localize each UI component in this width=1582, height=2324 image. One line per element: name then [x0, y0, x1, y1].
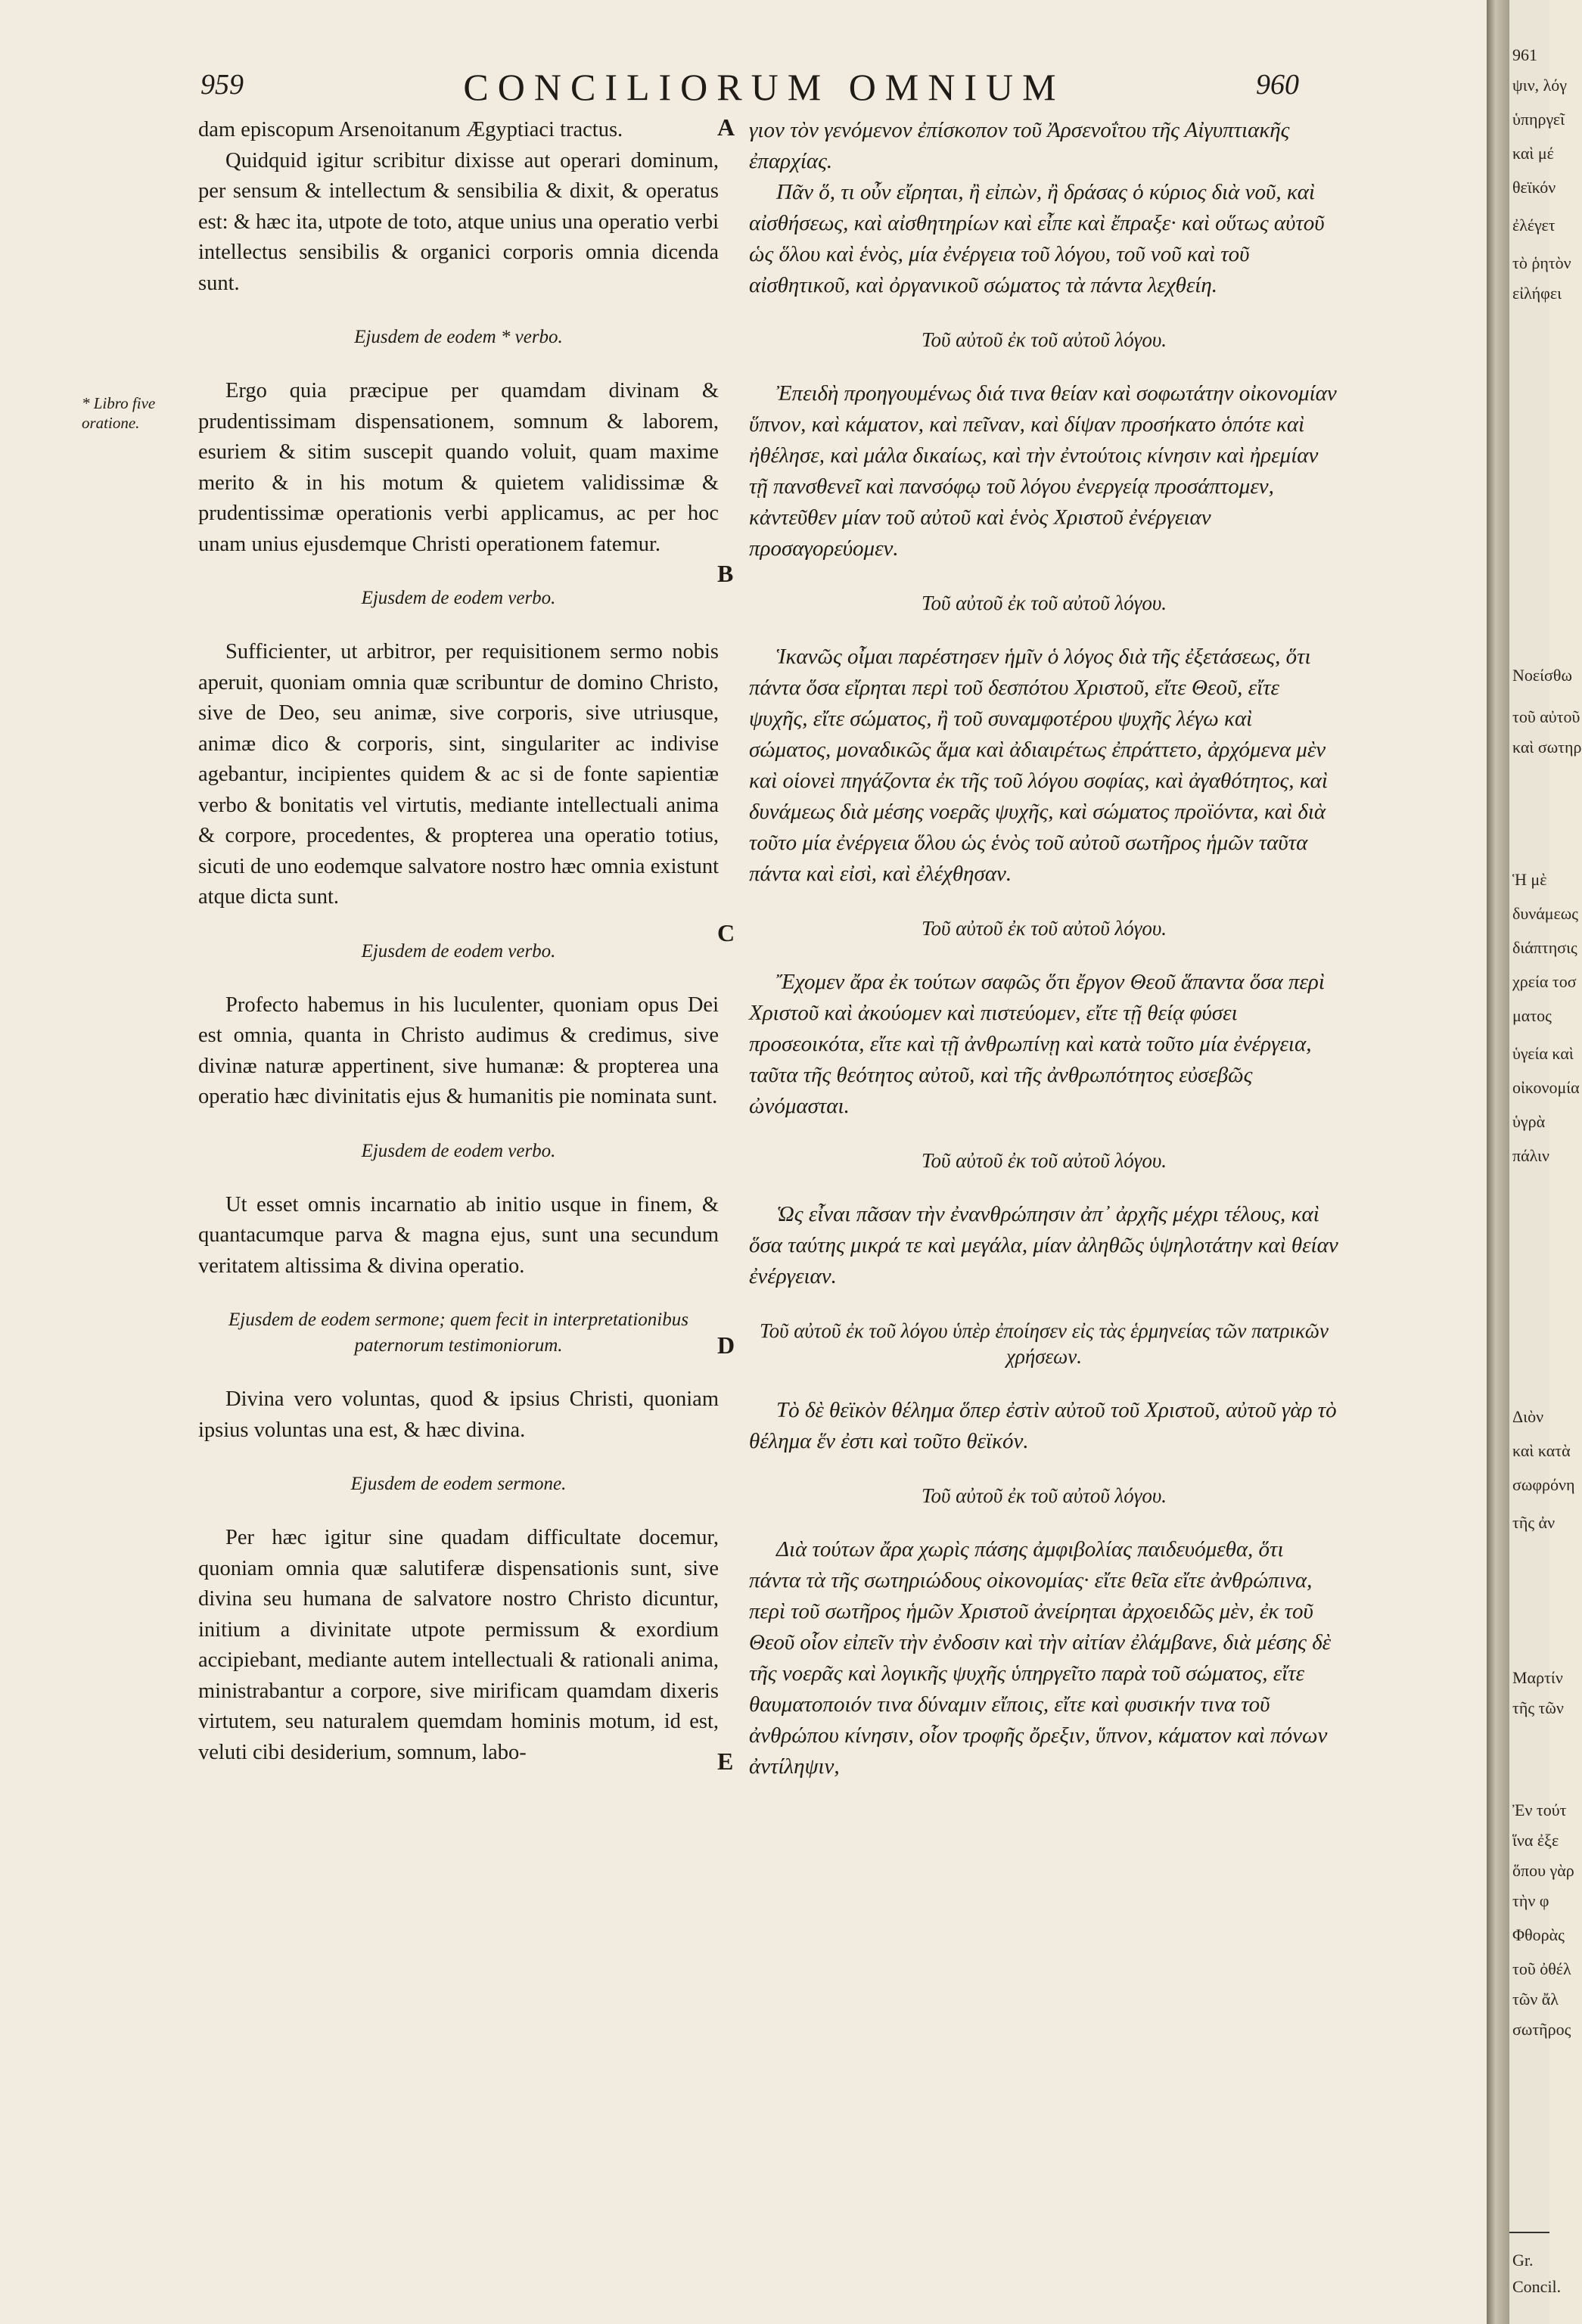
facing-page-fragment: οἰκονομία: [1512, 1078, 1580, 1097]
paragraph: Πᾶν ὅ, τι οὖν εἴρηται, ἢ εἰπὼν, ἢ δράσας ὁ κύριος διὰ νοῦ, καὶ αἰσθήσεως, καὶ αἰσθητηρίων καὶ εἶπε καὶ ἔπραξε· καὶ οὕτως αὐτοῦ ὡς ὅλου καὶ ἑνὸς, μία ἐνέργεια τοῦ λόγου, τοῦ νοῦ καὶ τοῦ αἰσθητικοῦ, καὶ ὀργανικοῦ σώματος τὰ πάντα λεχθείη.: [749, 180, 1325, 297]
facing-page-fragment: Concil.: [1512, 2277, 1562, 2296]
facing-page-fragment: δυνάμεως: [1512, 904, 1578, 923]
facing-page-fragment: Διὸν: [1512, 1407, 1544, 1426]
paragraph: Profecto habemus in his luculenter, quoniam opus Dei est omnia, quanta in Christo audimus & credimus, sive divinæ naturæ appertinent, sive humanæ: & propterea una operatio hæc divinitatis ejus & humanitis pie nominata sunt.: [198, 993, 719, 1108]
latin-column: [198, 115, 719, 1768]
section-heading: Τοῦ αὐτοῦ ἐκ τοῦ αὐτοῦ λόγου.: [921, 1484, 1167, 1507]
facing-page-fragment: σωτῆρος: [1512, 2020, 1571, 2039]
section-heading: Ejusdem de eodem verbo.: [361, 588, 556, 608]
section-heading: Ejusdem de eodem sermone; quem fecit in interpretationibus paternorum testimoniorum.: [228, 1310, 688, 1356]
greek-column: [749, 115, 1339, 1782]
paragraph: Divina vero voluntas, quod & ipsius Christi, quoniam ipsius voluntas una est, & hæc divina.: [198, 1387, 719, 1442]
facing-page-fragment: ἐλέγετ: [1512, 216, 1556, 235]
facing-page-fragment: τῶν ἄλ: [1512, 1990, 1559, 2009]
section-heading: Τοῦ αὐτοῦ ἐκ τοῦ αὐτοῦ λόγου.: [921, 592, 1167, 614]
section-heading: Ejusdem de eodem sermone.: [350, 1474, 567, 1494]
section-marker-d: D: [717, 1331, 735, 1359]
page-number-right: 960: [1256, 69, 1299, 101]
section-marker-c: C: [717, 919, 735, 946]
facing-page-fragment: ψιν, λόγ: [1512, 76, 1568, 95]
paragraph: dam episcopum Arsenoitanum Ægyptiaci tractus.: [198, 118, 623, 141]
section-heading: Τοῦ αὐτοῦ ἐκ τοῦ αὐτοῦ λόγου.: [921, 917, 1167, 940]
facing-page-fragment: τὸ ῥητὸν: [1512, 253, 1571, 272]
facing-page-fragment: τῆς ἀν: [1512, 1513, 1556, 1532]
facing-page-fragment: πάλιν: [1512, 1146, 1549, 1165]
facing-page-fragment: καὶ σωτηρ: [1512, 738, 1582, 757]
book-gutter: [1487, 0, 1509, 2324]
margin-note: * Libro five oratione.: [82, 394, 156, 432]
section-heading: Τοῦ αὐτοῦ ἐκ τοῦ λόγου ὑπὲρ ἐποίησεν εἰς τὰς ἑρμηνείας τῶν πατρικῶν χρήσεων.: [760, 1319, 1329, 1368]
paragraph: Ὡς εἶναι πᾶσαν τὴν ἐνανθρώπησιν ἀπ᾽ ἀρχῆς μέχρι τέλους, καὶ ὅσα ταύτης μικρά τε καὶ μεγάλα, μίαν ἀληθῶς ὑψηλοτάτην καὶ θείαν ἐνέργειαν.: [749, 1202, 1338, 1288]
section-marker-b: B: [717, 560, 734, 587]
paragraph: Quidquid igitur scribitur dixisse aut operari dominum, per sensum & intellectum & sensibilia & dixit, & operatus est: & hæc ita, utpote de toto, atque unius una operatio verbi intellectus sensibilis & organici corporis omnia dicenda sunt.: [198, 148, 719, 295]
paragraph: Per hæc igitur sine quadam difficultate docemur, quoniam omnia quæ salutiferæ dispensationis sunt, sive divina seu humana de salvatore nostro Christo dicuntur, initium a divinitate utpote permissum & exordium accipiebant, mediante autem intellectuali & rationali anima, ministrabantur a corpore, sive mirificam quamdam dixeris virtutem, seu naturalem quemdam hominis motum, id est, veluti cibi desiderium, somnum, labo-: [198, 1526, 719, 1764]
paragraph: Τὸ δὲ θεϊκὸν θέλημα ὅπερ ἐστὶν αὐτοῦ τοῦ Χριστοῦ, αὐτοῦ γὰρ τὸ θέλημα ἕν ἐστι καὶ τοῦτο θεϊκόν.: [749, 1398, 1337, 1453]
section-heading: Ejusdem de eodem verbo.: [361, 1140, 556, 1161]
paragraph: Ἱκανῶς οἶμαι παρέστησεν ἡμῖν ὁ λόγος διὰ τῆς ἐξετάσεως, ὅτι πάντα ὅσα εἴρηται περὶ τοῦ δεσπότου Χριστοῦ, εἴτε Θεοῦ, εἴτε ψυχῆς, εἴτε σώματος, ἢ τοῦ συναμφοτέρου ψυχῆς λέγω καὶ σώματος, μοναδικῶς ἅμα καὶ ἀδιαιρέτως ἐπράττετο, ἀρχόμενα μὲν καὶ οἱονεὶ πηγάζοντα ἐκ τῆς τοῦ λόγου σοφίας, καὶ ἀγαθότητος, καὶ δυνάμεως διὰ μέσης νοερᾶς ψυχῆς, καὶ σώματος προϊόντα, καὶ διὰ τοῦτο μία ἐνέργεια ὅλου ὡς ἑνὸς τοῦ αὐτοῦ σωτῆρος ἡμῶν ταῦτα πάντα καὶ εἰσὶ, καὶ ἐλέχθησαν.: [749, 645, 1328, 886]
section-marker-e: E: [717, 1748, 734, 1775]
facing-page-fragment: σωφρόνη: [1512, 1475, 1575, 1494]
facing-page-fragment: Νοείσθω: [1512, 666, 1572, 685]
facing-page-fragment: θεϊκόν: [1512, 178, 1556, 197]
facing-page-fragment: Ἡ μὲ: [1512, 870, 1547, 889]
section-marker-a: A: [717, 113, 735, 141]
facing-page-fragment: ἵνα ἐξε: [1512, 1831, 1559, 1850]
paragraph: Ἐπειδὴ προηγουμένως διά τινα θείαν καὶ σοφωτάτην οἰκονομίαν ὕπνον, καὶ κάματον, καὶ πεῖναν, καὶ δίψαν προσήκατο ὁπότε καὶ ἠθέλησε, καὶ μάλα δικαίως, καὶ τὴν ἐντούτοις κίνησιν καὶ ἠρεμίαν τῇ πανσθενεῖ καὶ πανσόφῳ τοῦ λόγου ἐνεργείᾳ προσάπτομεν, κἀντεῦθεν μίαν τοῦ αὐτοῦ καὶ ἑνὸς Χριστοῦ ἐνέργειαν προσαγορεύομεν.: [749, 381, 1337, 561]
facing-page-fragment: Gr.: [1512, 2251, 1534, 2270]
section-heading: Τοῦ αὐτοῦ ἐκ τοῦ αὐτοῦ λόγου.: [921, 328, 1167, 351]
paragraph: Ἔχομεν ἄρα ἐκ τούτων σαφῶς ὅτι ἔργον Θεοῦ ἅπαντα ὅσα περὶ Χριστοῦ καὶ ἀκούομεν καὶ πιστεύομεν, εἴτε τῇ θείᾳ φύσει προσεοικότα, εἴτε καὶ τῇ ἀνθρωπίνῃ καὶ κατὰ τοῦτο μία ἐνέργεια, ταῦτα τῆς θεότητος αὐτοῦ, καὶ τῆς ἀνθρωπότητος εὐσεβῶς ὠνόμασται.: [749, 970, 1325, 1118]
section-heading: Ejusdem de eodem verbo.: [361, 940, 556, 962]
facing-page-fragment: Φθορὰς: [1512, 1925, 1565, 1944]
section-heading: Τοῦ αὐτοῦ ἐκ τοῦ αὐτοῦ λόγου.: [921, 1149, 1167, 1172]
facing-page-fragment: καὶ μέ: [1512, 144, 1554, 163]
facing-page-fragment: ματος: [1512, 1006, 1552, 1025]
facing-page-fragment: Ἐν τούτ: [1512, 1800, 1567, 1819]
paragraph: Ut esset omnis incarnatio ab initio usque in finem, & quantacumque parva & magna ejus, sunt una secundum veritatem altissima & divina operatio.: [198, 1192, 719, 1278]
facing-page-fragment: ὑγρὰ: [1512, 1112, 1546, 1131]
facing-page-fragment: Μαρτίν: [1512, 1668, 1563, 1687]
paragraph: Διὰ τούτων ἄρα χωρὶς πάσης ἀμφιβολίας παιδευόμεθα, ὅτι πάντα τὰ τῆς σωτηριώδους οἰκονομίας· εἴτε θεῖα εἴτε ἀνθρώπινα, περὶ τοῦ σωτῆρος ἡμῶν Χριστοῦ ἀνείρηται ἀρχοειδῶς μὲν, ἐκ τοῦ Θεοῦ οἷον εἰπεῖν τὴν ἐνδοσιν καὶ τὴν αἰτίαν ἐλάμβανε, διὰ μέσης δὲ τῆς νοερᾶς καὶ λογικῆς ψυχῆς ὑπηργεῖτο παρὰ τοῦ σώματος, εἴτε θαυματοποιόν τινα δύναμιν εἴποις, εἴτε καὶ φυσικήν τινα τοῦ ἀνθρώπου κίνησιν, οἷον τροφῆς ὄρεξιν, ὕπνον, κάματον καὶ πόνων ἀντίληψιν,: [749, 1537, 1332, 1779]
facing-page-fragment: διάπτησις: [1512, 938, 1577, 957]
facing-page-fragment: καὶ κατὰ: [1512, 1441, 1571, 1460]
facing-page-fragment: τοῦ ὀθέλ: [1512, 1959, 1571, 1978]
facing-page-fragment: τὴν φ: [1512, 1891, 1549, 1910]
paragraph: Sufficienter, ut arbitror, per requisitionem sermo nobis aperuit, quoniam omnia quæ scribuntur de domino Christo, sive de Deo, seu animæ, sive corporis, sive utriusque, animæ dico & corporis, sint, singulariter ac indivise agebantur, incipientes quidem & ac si de fonte sapientiæ verbo & bonitatis vel virtutis, mediante intellectuali anima & corpore, procedentes, & propterea una operatio totius, sicuti de uno eodemque salvatore nostro hæc omnia existunt atque dicta sunt.: [198, 640, 719, 909]
facing-page-fragment: χρεία τοσ: [1512, 972, 1577, 991]
facing-page-fragment: 961: [1512, 45, 1537, 64]
facing-page-fragment: ὑπηργεῖ: [1512, 110, 1565, 129]
facing-page-fragment: τῆς τῶν: [1512, 1698, 1564, 1717]
facing-page-fragment: ὑγεία καὶ: [1512, 1044, 1574, 1063]
footnote-rule: [1509, 2232, 1549, 2233]
page-number-left: 959: [200, 69, 244, 101]
facing-page-fragment: ὅπου γὰρ: [1512, 1861, 1574, 1880]
section-heading: Ejusdem de eodem * verbo.: [354, 327, 563, 347]
facing-page-fragment: εἰλήφει: [1512, 284, 1562, 303]
paragraph: γιον τὸν γενόμενον ἐπίσκοπον τοῦ Ἀρσενοΐτου τῆς Αἰγυπτιακῆς ἐπαρχίας.: [749, 118, 1290, 173]
paragraph: Ergo quia præcipue per quamdam divinam & prudentissimam dispensationem, somnum & laborem, esuriem & sitim suscepit quando voluit, quam maxime merito & in his motum & quietem validissimæ & prudentissimæ operationis verbi applicamus, ac per hoc unam unius ejusdemque Christi operationem fatemur.: [198, 379, 719, 556]
facing-page-fragment: τοῦ αὐτοῦ: [1512, 707, 1580, 726]
running-title: CONCILIORUM OMNIUM: [463, 66, 1065, 108]
next-page-edge: [1509, 0, 1582, 2324]
